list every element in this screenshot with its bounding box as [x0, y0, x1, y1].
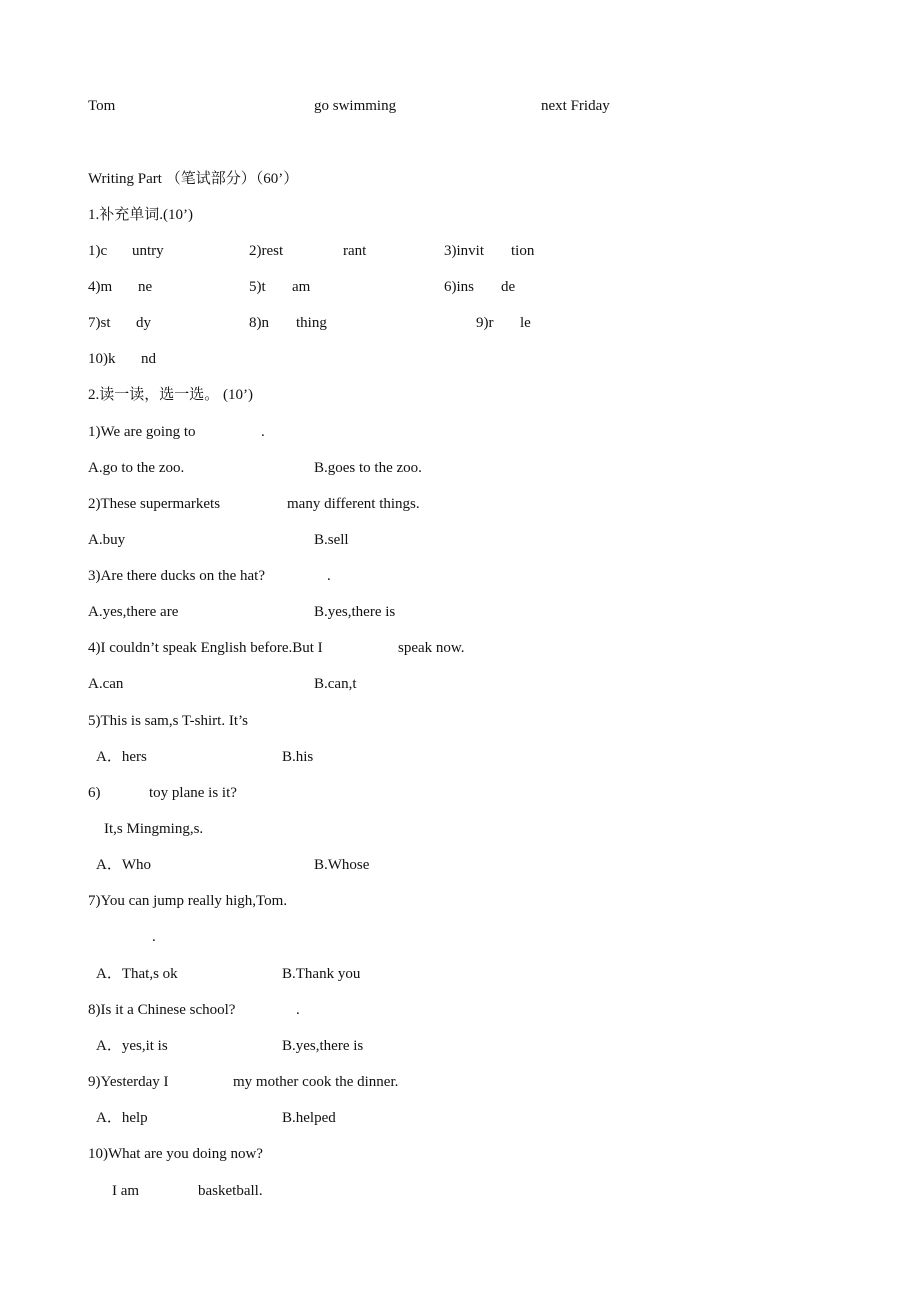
q9-option-a: A．help [96, 1110, 148, 1126]
q10-answer-start: I am [112, 1183, 140, 1199]
word-item-8-start: 8)n [249, 315, 269, 331]
word-item-4-start: 4)m [88, 279, 113, 295]
q1-text: 1)We are going to [88, 424, 196, 440]
q4-option-a: A.can [88, 676, 124, 692]
q9-text: 9)Yesterday I [88, 1074, 169, 1090]
word-item-10-start: 10)k [88, 351, 116, 367]
word-item-1-end: untry [132, 243, 164, 259]
part2-title: 2.读一读，选一选。 (10’) [88, 387, 253, 403]
q8-end: . [296, 1002, 300, 1018]
section-title: Writing Part （笔试部分）（60’） [88, 171, 299, 187]
q3-end: . [327, 568, 331, 584]
word-item-6-end: de [501, 279, 516, 295]
q6-answer-line: It,s Mingming,s. [104, 821, 204, 837]
q6-option-a: A．Who [96, 857, 151, 873]
q8-text: 8)Is it a Chinese school? [88, 1002, 236, 1018]
q3-option-a: A.yes,there are [88, 604, 179, 620]
q6-option-b: B.Whose [314, 857, 370, 873]
q4-text: 4)I couldn’t speak English before.But I [88, 640, 323, 656]
q7-option-b: B.Thank you [282, 966, 361, 982]
word-item-5-start: 5)t [249, 279, 266, 295]
q10-text: 10)What are you doing now? [88, 1146, 263, 1162]
word-item-3-start: 3)invit [444, 243, 484, 259]
q5-option-a: A．hers [96, 749, 147, 765]
q6-end: toy plane is it? [149, 785, 237, 801]
word-item-6-start: 6)ins [444, 279, 474, 295]
q2-option-b: B.sell [314, 532, 349, 548]
word-item-8-end: thing [296, 315, 327, 331]
q9-option-b: B.helped [282, 1110, 336, 1126]
word-item-4-end: ne [138, 279, 153, 295]
word-item-10-end: nd [141, 351, 156, 367]
q10-answer-end: basketball. [198, 1183, 263, 1199]
q1-option-a: A.go to the zoo. [88, 460, 185, 476]
q2-option-a: A.buy [88, 532, 126, 548]
q6-text: 6) [88, 785, 101, 801]
header-activity: go swimming [314, 98, 397, 114]
q8-option-a: A．yes,it is [96, 1038, 168, 1054]
word-item-7-start: 7)st [88, 315, 111, 331]
q4-option-b: B.can,t [314, 676, 357, 692]
header-time: next Friday [541, 98, 610, 114]
q3-text: 3)Are there ducks on the hat? [88, 568, 266, 584]
word-item-2-end: rant [343, 243, 367, 259]
word-item-1-start: 1)c [88, 243, 108, 259]
q3-option-b: B.yes,there is [314, 604, 396, 620]
q7-text: 7)You can jump really high,Tom. [88, 893, 288, 909]
q1-option-b: B.goes to the zoo. [314, 460, 422, 476]
word-item-9-start: 9)r [476, 315, 494, 331]
q7-option-a: A．That,s ok [96, 966, 178, 982]
word-item-3-end: tion [511, 243, 535, 259]
q2-end: many different things. [287, 496, 420, 512]
q8-option-b: B.yes,there is [282, 1038, 364, 1054]
word-item-2-start: 2)rest [249, 243, 284, 259]
q4-end: speak now. [398, 640, 465, 656]
part1-title: 1.补充单词.(10’) [88, 207, 193, 223]
q5-text: 5)This is sam,s T-shirt. It’s [88, 713, 249, 729]
word-item-7-end: dy [136, 315, 151, 331]
q5-option-b: B.his [282, 749, 314, 765]
q9-end: my mother cook the dinner. [233, 1074, 399, 1090]
q1-end: . [261, 424, 265, 440]
q7-answer-line: . [152, 929, 156, 945]
header-tom: Tom [88, 98, 116, 114]
word-item-5-end: am [292, 279, 311, 295]
word-item-9-end: le [520, 315, 531, 331]
q2-text: 2)These supermarkets [88, 496, 221, 512]
